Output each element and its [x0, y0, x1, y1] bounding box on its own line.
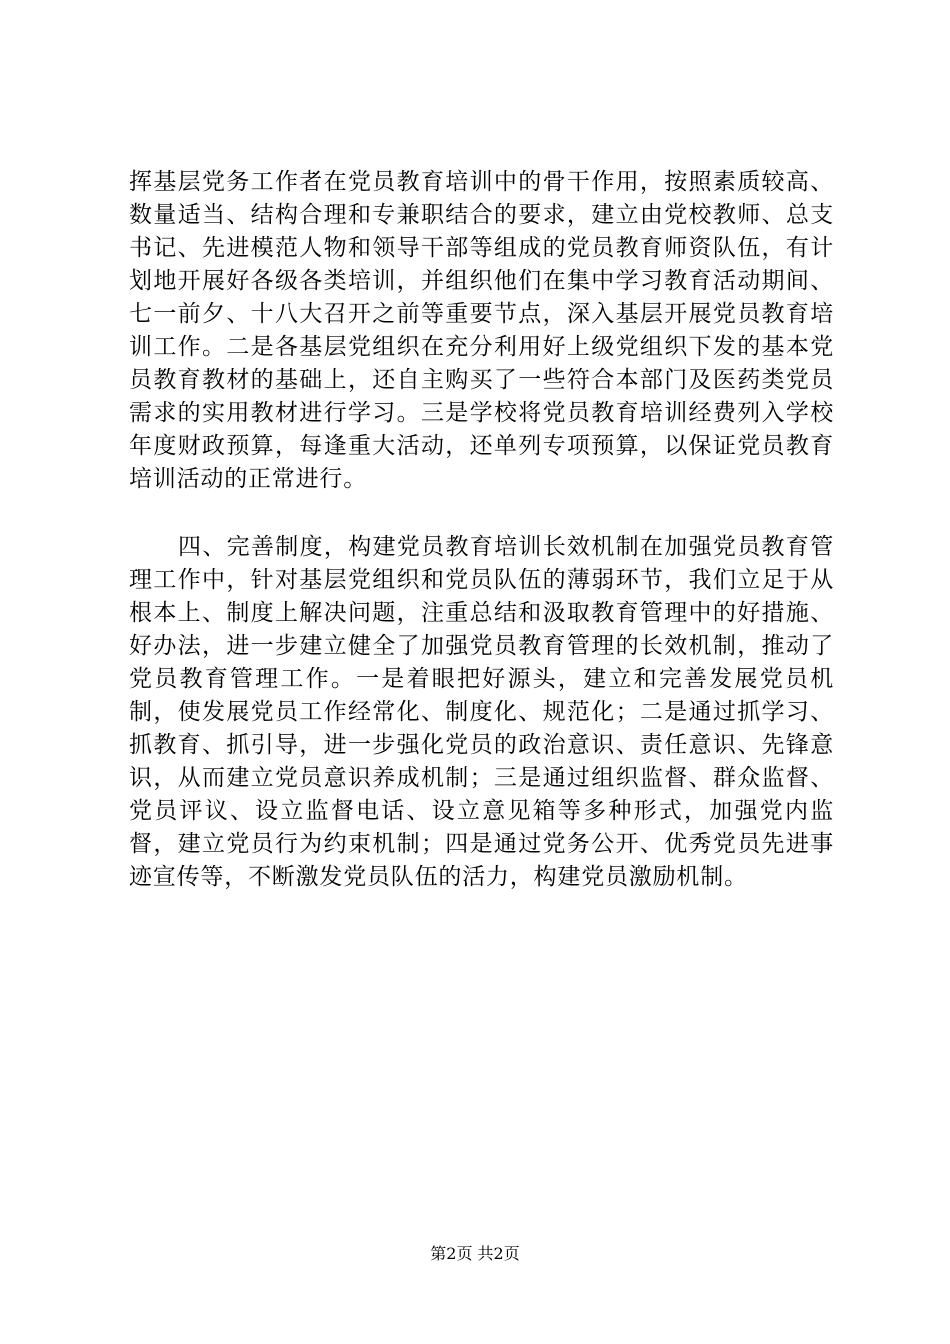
paragraph-spacer — [129, 496, 834, 531]
paragraph-section-four: 四、完善制度，构建党员教育培训长效机制在加强党员教育管理工作中，针对基层党组织和党员队伍的薄弱环节，我们立足于从根本上、制度上解决问题，注重总结和汲取教育管理中的好措施、好办法，进一步建立健全了加强党员教育管理的长效机制，推动了党员教育管理工作。一是着眼把好源头，建立和完善发展党员机制，使发展党员工作经常化、制度化、规范化；二是通过抓学习、抓教育、抓引导，进一步强化党员的政治意识、责任意识、先锋意识，从而建立党员意识养成机制；三是通过组织监督、群众监督、党员评议、设立监督电话、设立意见箱等多种形式，加强党内监督，建立党员行为约束机制；四是通过党务公开、优秀党员先进事迹宣传等，不断激发党员队伍的活力，构建党员激励机制。 — [129, 534, 834, 890]
document-body — [129, 166, 834, 894]
page-number-footer: 第2页 共2页 — [430, 1244, 520, 1263]
paragraph-continued: 挥基层党务工作者在党员教育培训中的骨干作用，按照素质较高、数量适当、结构合理和专兼职结合的要求，建立由党校教师、总支书记、先进模范人物和领导干部等组成的党员教育师资队伍，有计划地开展好各级各类培训，并组织他们在集中学习教育活动期间、七一前夕、十八大召开之前等重要节点，深入基层开展党员教育培训工作。二是各基层党组织在充分利用好上级党组织下发的基本党员教育教材的基础上，还自主购买了一些符合本部门及医药类党员需求的实用教材进行学习。三是学校将党员教育培训经费列入学校年度财政预算，每逢重大活动，还单列专项预算，以保证党员教育培训活动的正常进行。 — [129, 169, 834, 492]
